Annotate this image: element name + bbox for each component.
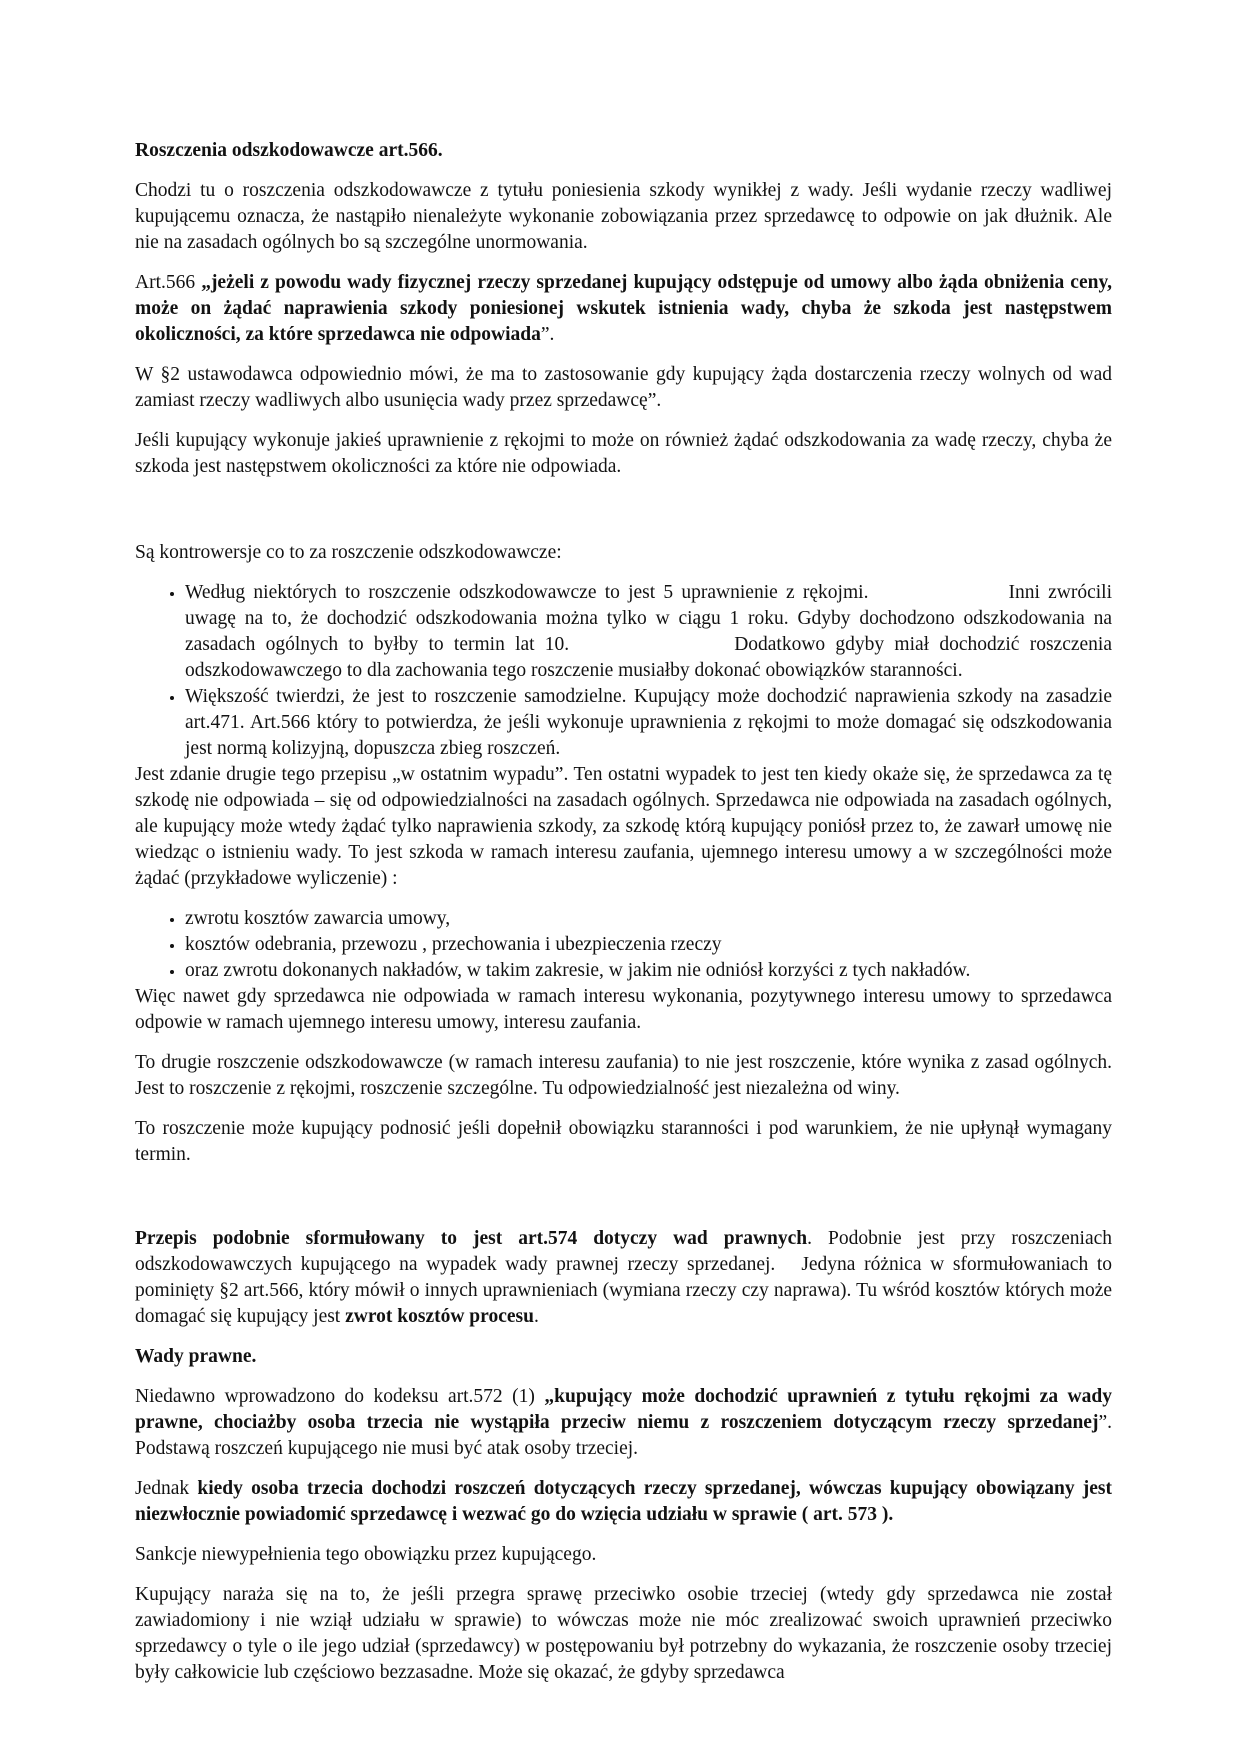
paragraph <box>135 178 1112 256</box>
text-run: Więc nawet gdy sprzedawca nie odpowiada w ramach interesu wykonania, pozytywnego interesu umowy to sprzedawca odpowie w ramach ujemnego interesu umowy, interesu zaufania. <box>135 986 1112 1033</box>
text-run: Jeśli kupujący wykonuje jakieś uprawnienie z rękojmi to może on również żądać odszkodowania za wadę rzeczy, chyba że szkoda jest następstwem okoliczności za które nie odpowiada. <box>135 430 1112 477</box>
list-item <box>185 958 1112 984</box>
bold-text-run: „kupujący może dochodzić uprawnień z tytułu rękojmi za wady prawne, chociażby osoba trzecia nie wystąpiła przeciw niemu z roszczeniem dotyczącym rzeczy sprzedanej <box>135 1386 1112 1433</box>
paragraph <box>135 428 1112 480</box>
paragraph <box>135 1542 1112 1568</box>
list-item <box>185 684 1112 762</box>
text-run: Według niektórych to roszczenie odszkodowawcze to jest 5 uprawnienie z rękojmi. <box>185 582 869 603</box>
bold-text-run: Wady prawne. <box>135 1346 257 1367</box>
section-heading <box>135 138 1112 164</box>
list-item <box>185 580 1112 684</box>
text-run: Dodatkowo gdyby miał dochodzić roszczenia odszkodowawczego to dla zachowania tego roszczenie musiałby dokonać obowiązków staranności. <box>185 634 1112 681</box>
paragraph <box>135 1384 1112 1462</box>
paragraph <box>135 540 1112 566</box>
paragraph <box>135 984 1112 1036</box>
text-run: Jedyna różnica w sformułowaniach to pominięty §2 art.566, który mówił o innych uprawnieniach (wymiana rzeczy czy naprawa). Tu wśród kosztów których może domagać się kupujący jest <box>135 1254 1113 1327</box>
text-run: ”. <box>540 324 555 345</box>
text-run: Jest zdanie drugie tego przepisu „w ostatnim wypadu”. Ten ostatni wypadek to jest ten kiedy okaże się, że sprzedawca za tę szkodę nie odpowiada – się od odpowiedzialności na zasadach ogólnych. Sprzedawca nie odpowiada na zasadach ogólnych, ale kupujący może wtedy żądać tylko naprawienia szkody, za szkodę którą kupujący poniósł przez to, że zawarł umowę nie wiedząc o istnieniu wady. To jest szkoda w ramach interesu zaufania, ujemnego interesu umowy a w szczególności może żądać (przykładowe wyliczenie) : <box>135 764 1112 889</box>
text-run: To roszczenie może kupujący podnosić jeśli dopełnił obowiązku staranności i pod warunkiem, że nie upłynął wymagany termin. <box>135 1118 1112 1165</box>
text-run: Są kontrowersje co to za roszczenie odszkodowawcze: <box>135 542 562 563</box>
paragraph <box>135 1116 1112 1168</box>
text-run: . Podobnie jest przy roszczeniach odszkodowawczych kupującego na wypadek wady prawnej rzeczy sprzedanej. <box>135 1228 1113 1275</box>
text-run: Niedawno wprowadzono do kodeksu art.572 (1) <box>135 1386 545 1407</box>
paragraph <box>135 762 1112 892</box>
text-run: To drugie roszczenie odszkodowawcze (w ramach interesu zaufania) to nie jest roszczenie, które wynika z zasad ogólnych. Jest to roszczenie z rękojmi, roszczenie szczególne. Tu odpowiedzialność jest niezależna od winy. <box>135 1052 1112 1099</box>
text-run: . <box>533 1306 539 1327</box>
bullet-list <box>135 906 1112 984</box>
text-run: Chodzi tu o roszczenia odszkodowawcze z tytułu poniesienia szkody wynikłej z wady. Jeśli wydanie rzeczy wadliwej kupującemu oznacza, że nastąpiło nienależyte wykonanie zobowiązania przez sprzedawcę to odpowie on jak dłużnik. Ale nie na zasadach ogólnych bo są szczególne unormowania. <box>135 180 1112 253</box>
text-run: W §2 ustawodawca odpowiednio mówi, że ma to zastosowanie gdy kupujący żąda dostarczenia rzeczy wolnych od wad zamiast rzeczy wadliwych albo usunięcia wady przez sprzedawcę”. <box>135 364 1112 411</box>
bold-text-run: zwrot kosztów procesu <box>345 1306 534 1327</box>
text-run: Kupujący naraża się na to, że jeśli przegra sprawę przeciwko osobie trzeciej (wtedy gdy sprzedawca nie został zawiadomiony i nie wziął udziału w sprawie) to wówczas może nie móc zrealizować swoich uprawnień przeciwko sprzedawcy o tyle o ile jego udział (sprzedawcy) w postępowaniu był potrzebny do wykazania, że roszczenie osoby trzeciej były całkowicie lub częściowo bezzasadne. Może się okazać, że gdyby sprzedawca <box>135 1584 1112 1683</box>
text-run: Inni zwrócili uwagę na to, że dochodzić odszkodowania można tylko w ciągu 1 roku. Gdyby dochodzono odszkodowania na zasadach ogólnych to byłby to termin lat 10. <box>185 582 1112 655</box>
text-run: oraz zwrotu dokonanych nakładów, w takim zakresie, w jakim nie odniósł korzyści z tych nakładów. <box>185 960 971 981</box>
document-content <box>135 138 1112 1700</box>
text-run: Jednak <box>135 1478 198 1499</box>
vertical-gap <box>135 494 1112 540</box>
list-item <box>185 932 1112 958</box>
paragraph <box>135 1476 1112 1528</box>
list-item <box>185 906 1112 932</box>
section-heading <box>135 1344 1112 1370</box>
bullet-list <box>135 580 1112 762</box>
text-run: Sankcje niewypełnienia tego obowiązku przez kupującego. <box>135 1544 597 1565</box>
text-run: Większość twierdzi, że jest to roszczenie samodzielne. Kupujący może dochodzić naprawienia szkody na zasadzie art.471. Art.566 który to potwierdza, że jeśli wykonuje uprawnienia z rękojmi to może domagać się odszkodowania jest normą kolizyjną, dopuszcza zbieg roszczeń. <box>185 686 1112 759</box>
paragraph <box>135 1582 1112 1686</box>
bold-text-run: „jeżeli z powodu wady fizycznej rzeczy sprzedanej kupujący odstępuje od umowy albo żąda obniżenia ceny, może on żądać naprawienia szkody poniesionej wskutek istnienia wady, chyba że szkoda jest następstwem okoliczności, za które sprzedawca nie odpowiada <box>135 272 1112 345</box>
bold-text-run: Roszczenia odszkodowawcze art.566. <box>135 140 443 161</box>
paragraph <box>135 362 1112 414</box>
text-run: zwrotu kosztów zawarcia umowy, <box>185 908 451 929</box>
paragraph <box>135 1226 1112 1330</box>
bold-text-run: kiedy osoba trzecia dochodzi roszczeń dotyczących rzeczy sprzedanej, wówczas kupujący obowiązany jest niezwłocznie powiadomić sprzedawcę i wezwać go do wzięcia udziału w sprawie ( art. 573 ). <box>135 1478 1112 1525</box>
bold-text-run: Przepis podobnie sformułowany to jest art.574 dotyczy wad prawnych <box>135 1228 808 1249</box>
paragraph <box>135 270 1112 348</box>
text-run: Art.566 <box>135 272 202 293</box>
paragraph <box>135 1050 1112 1102</box>
text-run: ”. Podstawą roszczeń kupującego nie musi być atak osoby trzeciej. <box>135 1412 1112 1459</box>
vertical-gap <box>135 1182 1112 1226</box>
text-run: kosztów odebrania, przewozu , przechowania i ubezpieczenia rzeczy <box>185 934 722 955</box>
